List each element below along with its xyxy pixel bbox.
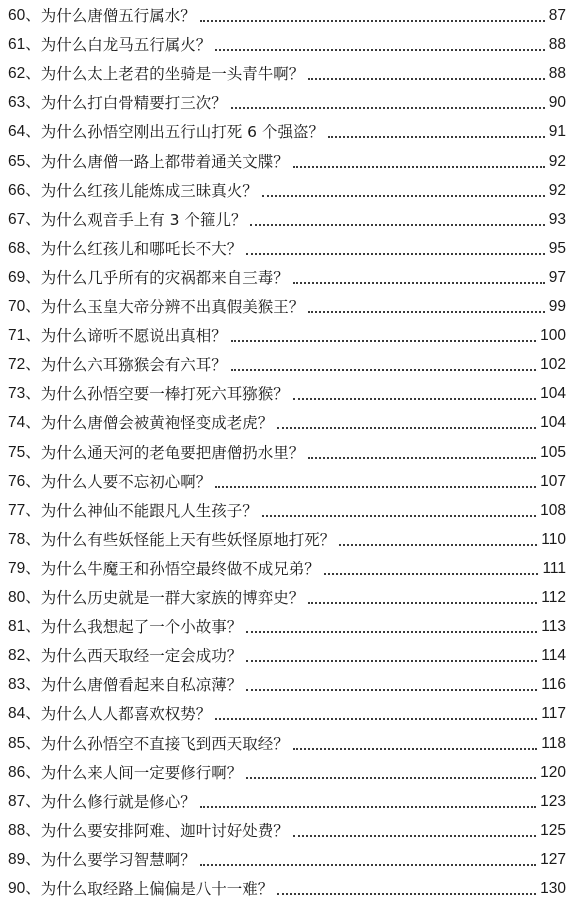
toc-entry[interactable] (8, 90, 566, 116)
entry-number: 87、 (8, 792, 41, 810)
dot-leader (200, 806, 536, 808)
toc-entry[interactable] (8, 323, 566, 349)
entry-title: 为什么唐僧看起来自私凉薄？ (40, 676, 243, 695)
dot-leader (308, 457, 536, 459)
dot-leader (231, 107, 545, 109)
toc-entry[interactable] (8, 498, 566, 524)
entry-title: 为什么唐僧五行属水？ (40, 7, 196, 25)
toc-entry[interactable] (8, 672, 566, 698)
entry-title: 为什么我想起了一个小故事？ (40, 618, 243, 637)
entry-title: 为什么要安排阿难、迦叶讨好处费？ (40, 821, 289, 840)
entry-number: 73、 (8, 385, 41, 403)
toc-entry[interactable] (8, 294, 566, 320)
entry-number: 74、 (8, 414, 41, 432)
entry-title: 为什么神仙不能跟凡人生孩子？ (40, 501, 258, 520)
dot-leader (250, 224, 544, 226)
entry-page-number: 107 (540, 472, 566, 490)
entry-title: 为什么谛听不愿说出真相？ (40, 327, 227, 346)
entry-page-number: 117 (541, 705, 566, 723)
toc-entry[interactable] (8, 789, 566, 815)
entry-page-number: 123 (540, 792, 566, 810)
toc-entry[interactable] (8, 614, 566, 640)
entry-page-number: 118 (541, 734, 566, 752)
dot-leader (308, 602, 537, 604)
entry-number: 61、 (8, 36, 41, 54)
entry-title: 为什么人要不忘初心啊？ (40, 472, 212, 491)
entry-title: 为什么通天河的老龟要把唐僧扔水里？ (40, 443, 305, 462)
toc-entry[interactable] (8, 643, 566, 669)
entry-title: 为什么红孩儿和哪吒长不大？ (40, 239, 243, 258)
toc-entry[interactable] (8, 119, 566, 145)
entry-title: 为什么白龙马五行属火？ (40, 36, 212, 55)
entry-number: 65、 (8, 152, 41, 170)
entry-number: 84、 (8, 705, 41, 723)
dot-leader (277, 427, 536, 429)
dot-leader (308, 78, 544, 80)
entry-number: 78、 (8, 530, 41, 548)
dot-leader (231, 369, 536, 371)
entry-page-number: 87 (548, 7, 566, 24)
toc-entry[interactable] (8, 32, 566, 58)
entry-page-number: 95 (548, 239, 566, 257)
entry-title: 为什么太上老君的坐骑是一头青牛啊？ (40, 65, 305, 84)
entry-number: 60、 (8, 7, 41, 24)
entry-number: 63、 (8, 94, 41, 112)
entry-number: 69、 (8, 268, 41, 286)
dot-leader (215, 49, 544, 51)
entry-page-number: 108 (540, 501, 566, 519)
toc-entry[interactable] (8, 469, 566, 495)
entry-number: 72、 (8, 356, 41, 374)
entry-number: 66、 (8, 181, 41, 199)
dot-leader (246, 631, 537, 633)
entry-title: 为什么玉皇大帝分辨不出真假美猴王？ (40, 298, 305, 316)
entry-number: 80、 (8, 589, 41, 606)
entry-page-number: 120 (540, 763, 566, 781)
entry-number: 81、 (8, 618, 41, 636)
dot-leader (339, 544, 537, 546)
toc-entry[interactable] (8, 440, 566, 466)
entry-title: 为什么有些妖怪能上天有些妖怪原地打死？ (40, 530, 336, 549)
entry-number: 89、 (8, 850, 41, 868)
entry-title: 为什么人人都喜欢权势？ (40, 705, 212, 724)
entry-number: 71、 (8, 327, 41, 345)
entry-page-number: 88 (548, 65, 566, 83)
toc-entry[interactable] (8, 265, 566, 291)
toc-entry[interactable] (8, 236, 566, 262)
entry-page-number: 127 (540, 850, 566, 868)
toc-entry[interactable] (8, 149, 566, 175)
dot-leader (231, 340, 536, 342)
entry-title: 为什么历史就是一群大家族的博弈史？ (40, 589, 305, 607)
dot-leader (293, 835, 536, 837)
dot-leader (246, 689, 537, 691)
toc-entry[interactable] (8, 556, 566, 582)
entry-title: 为什么要学习智慧啊？ (40, 850, 196, 869)
entry-page-number: 104 (540, 414, 566, 432)
entry-number: 76、 (8, 472, 41, 490)
entry-number: 83、 (8, 676, 41, 694)
dot-leader (293, 748, 538, 750)
entry-title: 为什么取经路上偏偏是八十一难？ (40, 880, 274, 898)
entry-page-number: 97 (548, 268, 566, 286)
toc-entry[interactable] (8, 207, 566, 233)
dot-leader (293, 282, 545, 284)
entry-number: 90、 (8, 880, 41, 897)
entry-title: 为什么孙悟空刚出五行山打死 6 个强盗？ (40, 123, 324, 142)
entry-number: 82、 (8, 647, 41, 665)
dot-leader (328, 136, 545, 138)
entry-number: 77、 (8, 501, 41, 519)
entry-page-number: 113 (541, 618, 566, 636)
toc-entry[interactable] (8, 847, 566, 873)
entry-title: 为什么孙悟空要一棒打死六耳猕猴？ (40, 385, 289, 404)
entry-number: 79、 (8, 559, 41, 577)
toc-entry[interactable] (8, 3, 566, 29)
entry-page-number: 92 (548, 152, 566, 170)
entry-title: 为什么唐僧会被黄袍怪变成老虎？ (40, 414, 274, 433)
entry-page-number: 125 (540, 821, 566, 839)
dot-leader (324, 573, 539, 575)
entry-title: 为什么观音手上有 3 个箍儿？ (40, 210, 247, 229)
entry-page-number: 114 (541, 647, 566, 665)
toc-entry[interactable] (8, 701, 566, 727)
entry-title: 为什么西天取经一定会成功？ (40, 647, 243, 666)
toc-entry[interactable] (8, 876, 566, 902)
entry-page-number: 110 (541, 530, 566, 548)
entry-title: 为什么孙悟空不直接飞到西天取经？ (40, 734, 289, 753)
entry-title: 为什么几乎所有的灾祸都来自三毒？ (40, 268, 289, 287)
entry-title: 为什么修行就是修心？ (40, 792, 196, 811)
entry-number: 64、 (8, 123, 41, 141)
dot-leader (246, 253, 544, 255)
entry-page-number: 116 (541, 676, 566, 694)
toc-entry[interactable] (8, 527, 566, 553)
entry-page-number: 88 (548, 36, 566, 54)
entry-number: 67、 (8, 210, 41, 228)
entry-page-number: 92 (548, 181, 566, 199)
dot-leader (262, 515, 536, 517)
entry-title: 为什么唐僧一路上都带着通关文牒？ (40, 152, 289, 171)
dot-leader (246, 660, 537, 662)
entry-title: 为什么六耳猕猴会有六耳？ (40, 356, 227, 375)
entry-title: 为什么红孩儿能炼成三昧真火？ (40, 181, 258, 200)
entry-page-number: 105 (540, 443, 566, 461)
toc-entry[interactable] (8, 352, 566, 378)
entry-page-number: 90 (548, 94, 566, 112)
entry-page-number: 99 (548, 298, 566, 315)
entry-number: 86、 (8, 763, 41, 781)
entry-title: 为什么来人间一定要修行啊？ (40, 763, 243, 782)
dot-leader (200, 20, 545, 22)
toc-entry[interactable] (8, 61, 566, 87)
entry-page-number: 104 (540, 385, 566, 403)
toc-entry[interactable] (8, 731, 566, 757)
toc-entry[interactable] (8, 760, 566, 786)
entry-number: 85、 (8, 734, 41, 752)
dot-leader (215, 486, 536, 488)
dot-leader (262, 195, 545, 197)
toc-entry[interactable] (8, 410, 566, 436)
entry-number: 70、 (8, 298, 41, 315)
dot-leader (293, 398, 536, 400)
dot-leader (277, 893, 536, 895)
dot-leader (215, 718, 537, 720)
entry-page-number: 93 (548, 210, 566, 228)
dot-leader (293, 166, 545, 168)
entry-page-number: 111 (542, 559, 566, 577)
toc-entry[interactable] (8, 178, 566, 204)
toc-entry[interactable] (8, 818, 566, 844)
entry-page-number: 102 (540, 356, 566, 374)
entry-number: 62、 (8, 65, 41, 83)
entry-page-number: 91 (548, 123, 566, 141)
dot-leader (200, 864, 536, 866)
toc-entry[interactable] (8, 585, 566, 611)
entry-number: 75、 (8, 443, 41, 461)
toc-entry[interactable] (8, 381, 566, 407)
entry-page-number: 112 (541, 589, 566, 606)
entry-page-number: 130 (540, 880, 566, 897)
entry-number: 88、 (8, 821, 41, 839)
entry-title: 为什么牛魔王和孙悟空最终做不成兄弟？ (40, 559, 320, 578)
entry-page-number: 100 (540, 327, 566, 345)
entry-number: 68、 (8, 239, 41, 257)
dot-leader (246, 777, 536, 779)
dot-leader (308, 311, 544, 313)
entry-title: 为什么打白骨精要打三次？ (40, 94, 227, 113)
